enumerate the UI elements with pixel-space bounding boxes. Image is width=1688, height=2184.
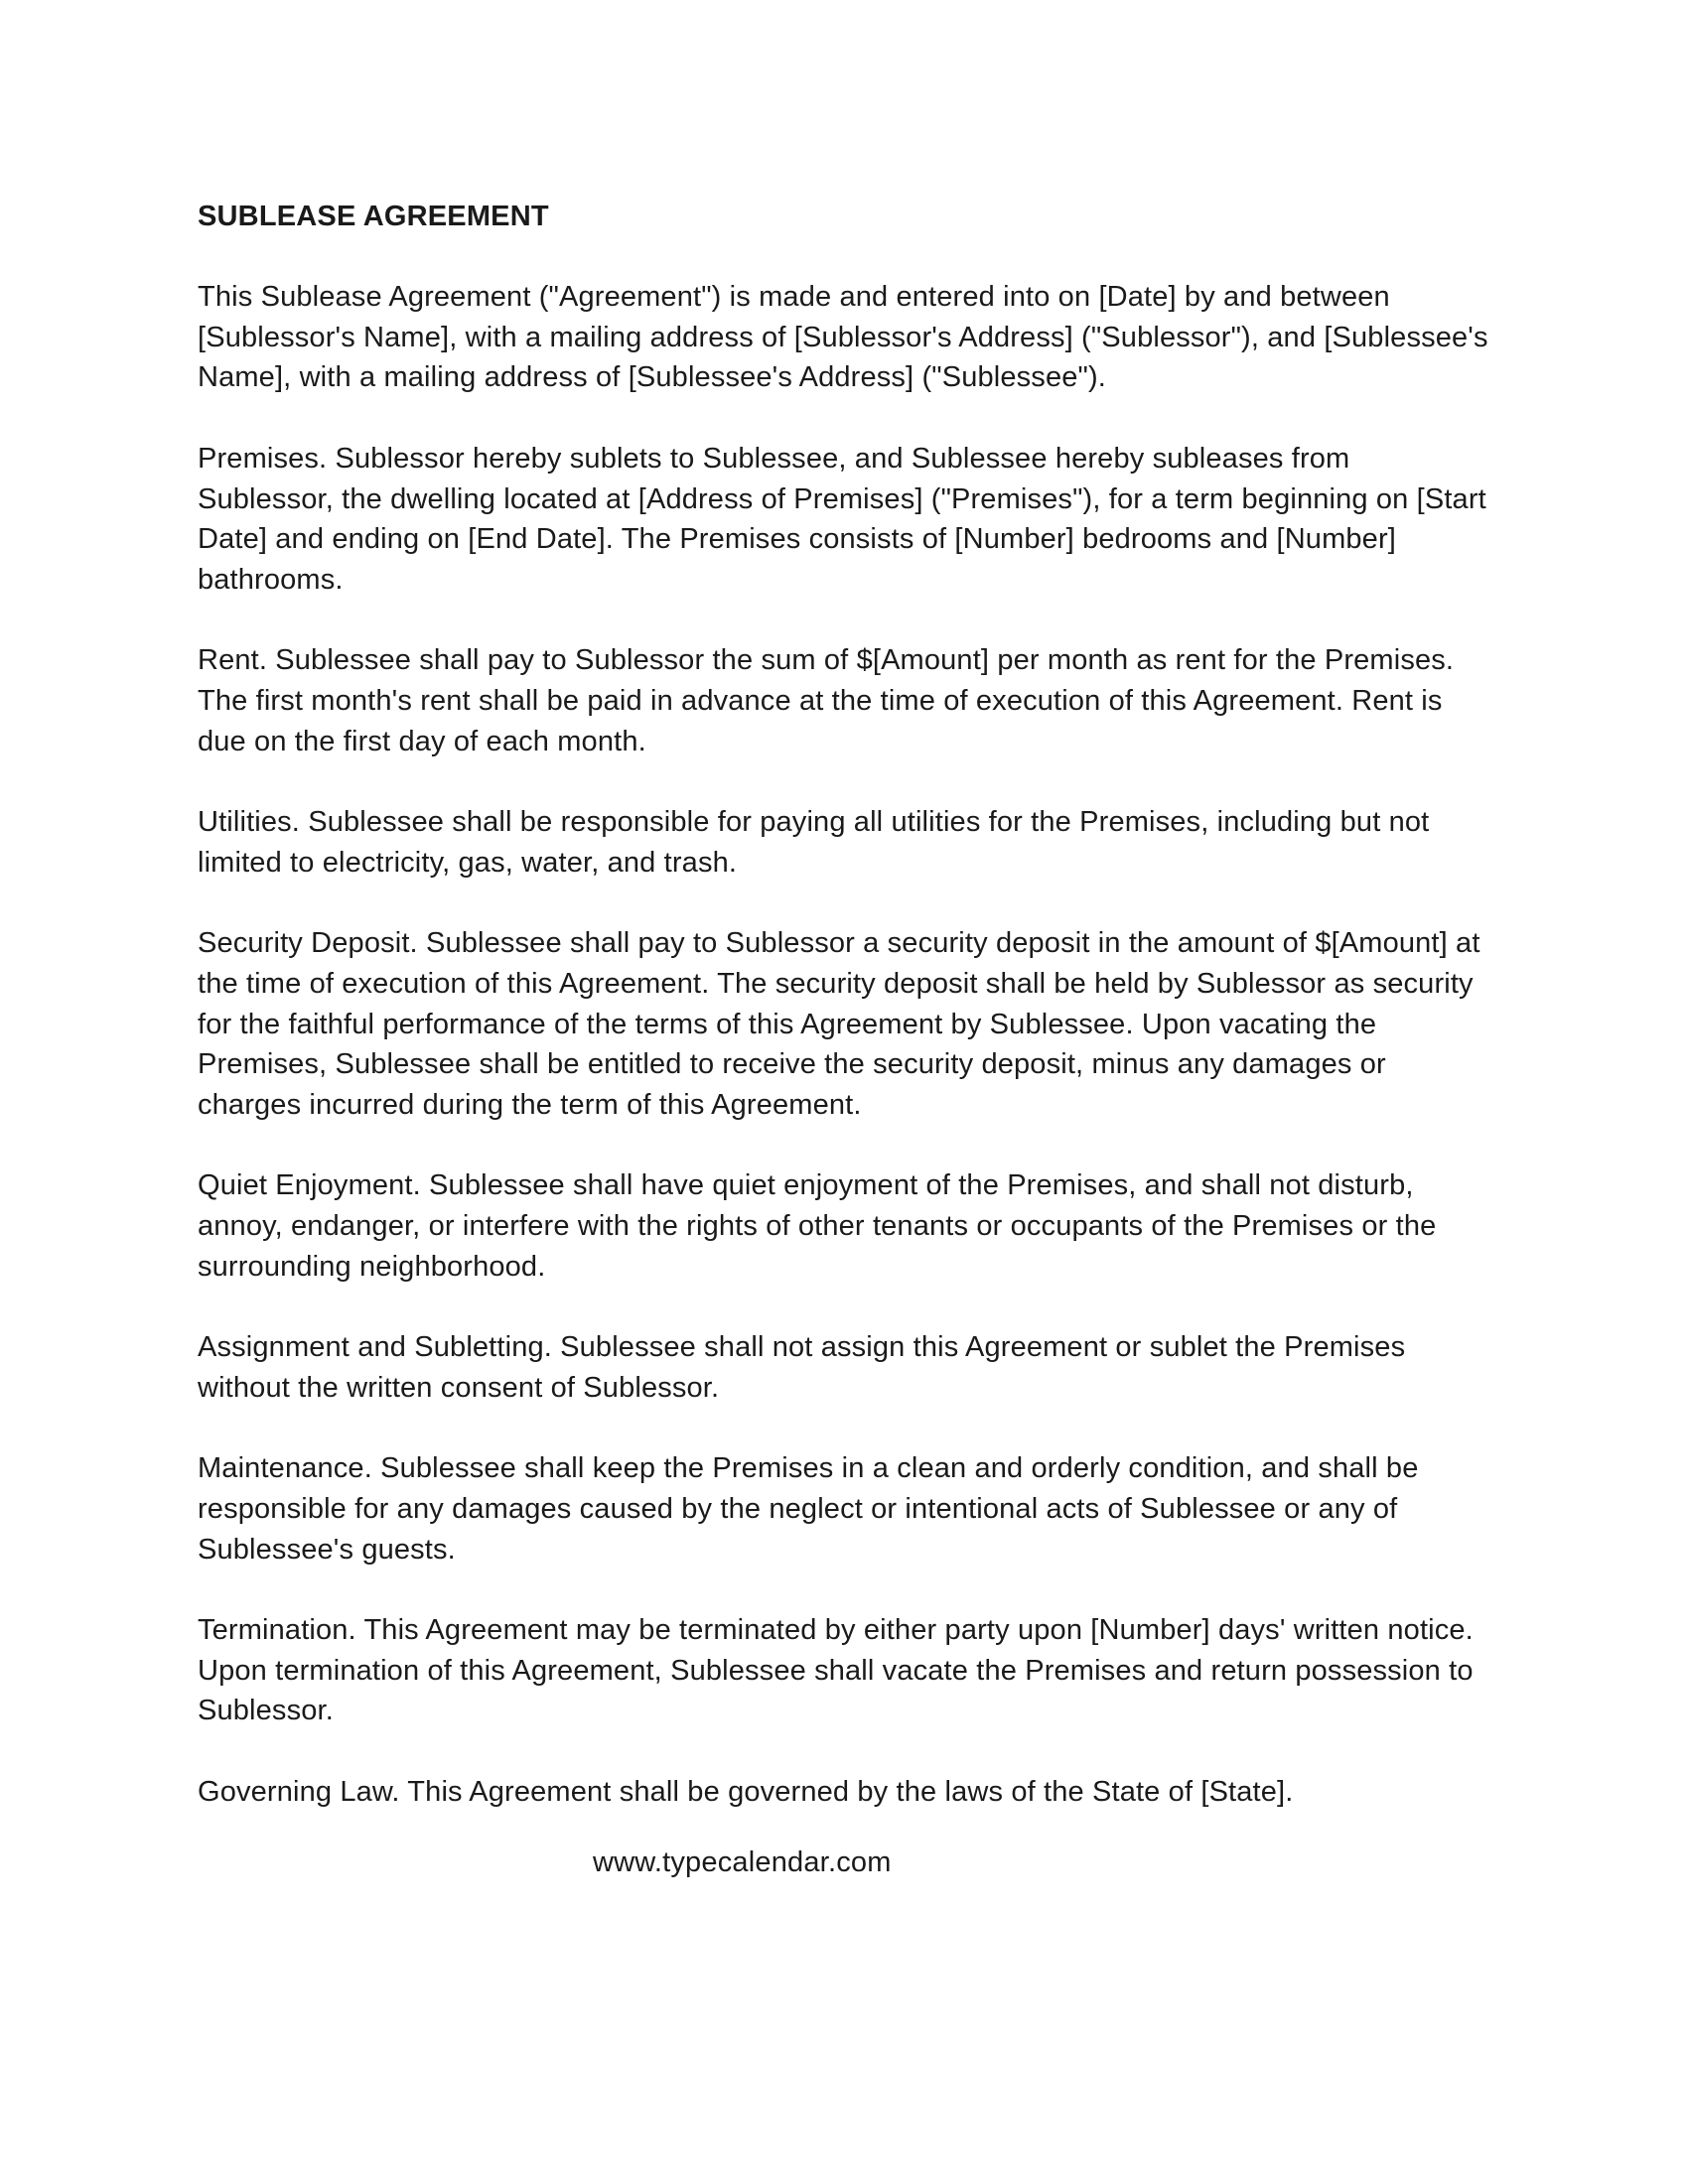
governing-law-paragraph: Governing Law. This Agreement shall be governed by the laws of the State of [State]. [198,1775,1294,1808]
intro-paragraph: This Sublease Agreement ("Agreement") is made and entered into on [Date] by and between [Sublessor's Name], with a mailing address of [Sublessor's Address] ("Sublessor"), and [Sublessee's Name], with a mailing address of [Sublessee's Address] ("Sublessee"). [198,281,1488,394]
document-title: SUBLEASE AGREEMENT [198,201,549,232]
footer-website-link[interactable]: www.typecalendar.com [593,1846,892,1878]
termination-paragraph: Termination. This Agreement may be terminated by either party upon [Number] days' written notice. Upon termination of this Agreement, Sublessee shall vacate the Premises and return possession to Sublessor. [198,1614,1474,1727]
assignment-paragraph: Assignment and Subletting. Sublessee shall not assign this Agreement or sublet the Premises without the written consent of Sublessor. [198,1331,1406,1404]
premises-paragraph: Premises. Sublessor hereby sublets to Sublessee, and Sublessee hereby subleases from Sublessor, the dwelling located at [Address of Premises] ("Premises"), for a term beginning on [Start Date] and ending on [End Date]. The Premises consists of [Number] bedrooms and [Number] bathrooms. [198,442,1486,596]
maintenance-paragraph: Maintenance. Sublessee shall keep the Premises in a clean and orderly condition, and shall be responsible for any damages caused by the neglect or intentional acts of Sublessee or any of Sublessee's guests. [198,1452,1419,1566]
document-body [198,197,1488,1852]
utilities-paragraph: Utilities. Sublessee shall be responsible for paying all utilities for the Premises, including but not limited to electricity, gas, water, and trash. [198,806,1430,879]
quiet-enjoyment-paragraph: Quiet Enjoyment. Sublessee shall have quiet enjoyment of the Premises, and shall not disturb, annoy, endanger, or interfere with the rights of other tenants or occupants of the Premises or the surrounding neighborhood. [198,1169,1437,1283]
rent-paragraph: Rent. Sublessee shall pay to Sublessor the sum of $[Amount] per month as rent for the Premises. The first month's rent shall be paid in advance at the time of execution of this Agreement. Rent is due on the first day of each month. [198,644,1455,757]
security-deposit-paragraph: Security Deposit. Sublessee shall pay to Sublessor a security deposit in the amount of $[Amount] at the time of execution of this Agreement. The security deposit shall be held by Sublessor as security for the faithful performance of the terms of this Agreement by Sublessee. Upon vacating the Premises, Sublessee shall be entitled to receive the security deposit, minus any damages or charges incurred during the term of this Agreement. [198,927,1480,1121]
